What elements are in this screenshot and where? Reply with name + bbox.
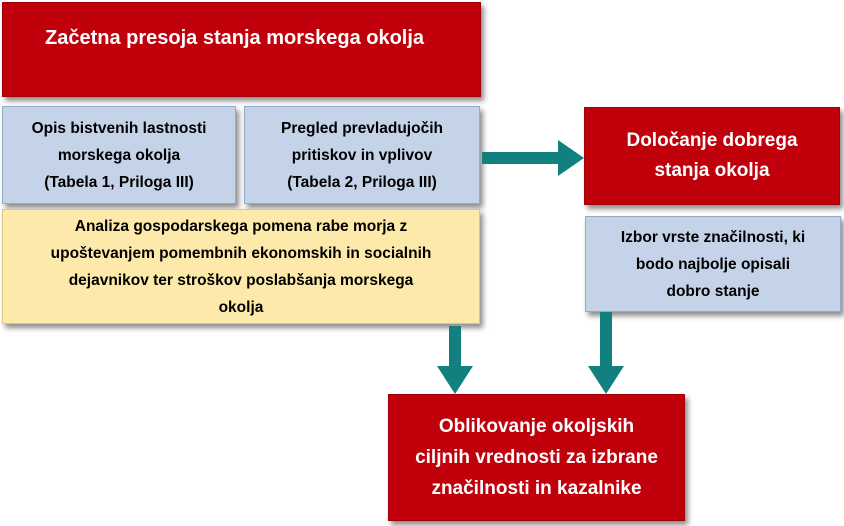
arrow-selection-to-targets (588, 312, 624, 394)
good-status-label: Določanje dobrega stanja okolja (626, 130, 798, 181)
characteristics-label: Opis bistvenih lastnosti morskega okolja (Tabela 1, Priloga III) (31, 119, 207, 191)
initial-assessment-label: Začetna presoja stanja morskega okolja (45, 27, 425, 49)
descriptor-selection-label: Izbor vrste značilnosti, ki bodo najbolje opisali dobro stanje (620, 228, 806, 300)
targets-label: Oblikovanje okoljskih ciljnih vrednosti za izbrane značilnosti in kazalnike (415, 416, 658, 499)
arrow-to-good-status (482, 140, 584, 176)
economic-analysis-label: Analiza gospodarskega pomena rabe morja z upoštevanjem pomembnih ekonomskih in socialnih dejavnikov ter stroškov poslabšanja morskega okolja (50, 217, 432, 316)
pressures-label: Pregled prevladujočih pritiskov in vplivov (Tabela 2, Priloga III) (281, 119, 443, 191)
arrow-analysis-to-targets (437, 326, 473, 394)
